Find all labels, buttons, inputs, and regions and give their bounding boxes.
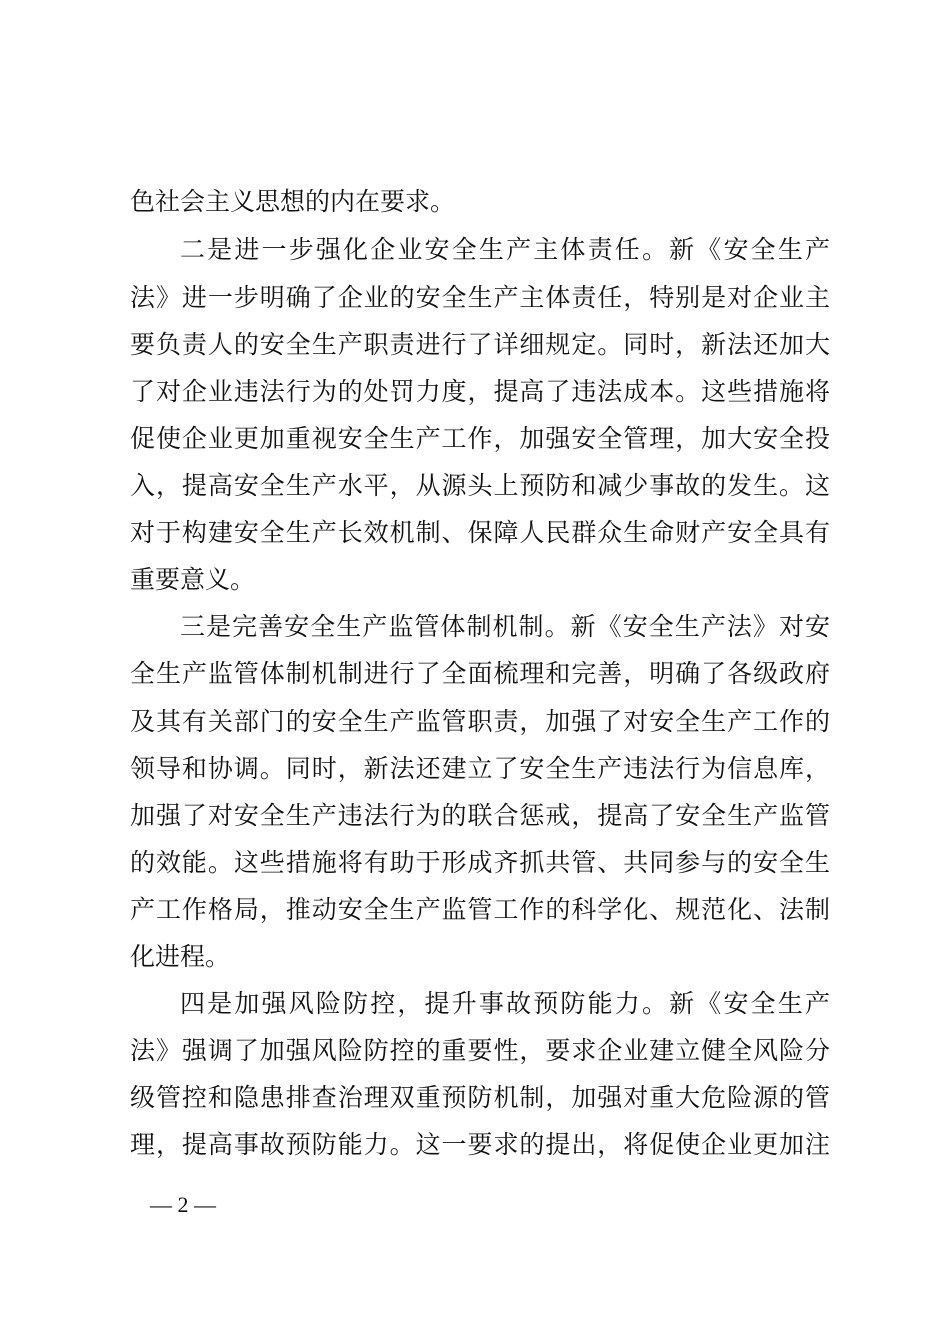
page-number: — 2 —: [150, 1192, 216, 1217]
text-line: 四是加强风险防控，提升事故预防能力。新《安全生产: [180, 989, 830, 1018]
text-line: 入，提高安全生产水平，从源头上预防和减少事故的发生。这: [130, 471, 830, 500]
text-line: 对于构建安全生产长效机制、保障人民群众生命财产安全具有: [130, 518, 830, 547]
text-line: 二是进一步强化企业安全生产主体责任。新《安全生产: [180, 235, 830, 264]
text-line: 了对企业违法行为的处罚力度，提高了违法成本。这些措施将: [130, 377, 830, 406]
text-line: 法》强调了加强风险防控的重要性，要求企业建立健全风险分: [130, 1036, 830, 1065]
text-line: 级管控和隐患排查治理双重预防机制，加强对重大危险源的管: [130, 1083, 830, 1112]
text-line: 领导和协调。同时，新法还建立了安全生产违法行为信息库，: [130, 754, 830, 783]
text-line: 色社会主义思想的内在要求。: [130, 187, 456, 216]
text-line: 的效能。这些措施将有助于形成齐抓共管、共同参与的安全生: [130, 848, 830, 877]
text-line: 理，提高事故预防能力。这一要求的提出，将促使企业更加注: [130, 1130, 830, 1159]
text-line: 产工作格局，推动安全生产监管工作的科学化、规范化、法制: [130, 895, 830, 924]
text-line: 促使企业更加重视安全生产工作，加强安全管理，加大安全投: [130, 424, 830, 453]
text-line: 要负责人的安全生产职责进行了详细规定。同时，新法还加大: [130, 330, 830, 359]
text-line: 及其有关部门的安全生产监管职责，加强了对安全生产工作的: [130, 707, 830, 736]
text-line: 三是完善安全生产监管体制机制。新《安全生产法》对安: [180, 612, 830, 641]
text-line: 全生产监管体制机制进行了全面梳理和完善，明确了各级政府: [130, 659, 830, 688]
text-line: 法》进一步明确了企业的安全生产主体责任，特别是对企业主: [130, 283, 830, 312]
text-line: 重要意义。: [130, 565, 256, 594]
text-line: 化进程。: [130, 942, 231, 971]
text-line: 加强了对安全生产违法行为的联合惩戒，提高了安全生产监管: [130, 801, 830, 830]
